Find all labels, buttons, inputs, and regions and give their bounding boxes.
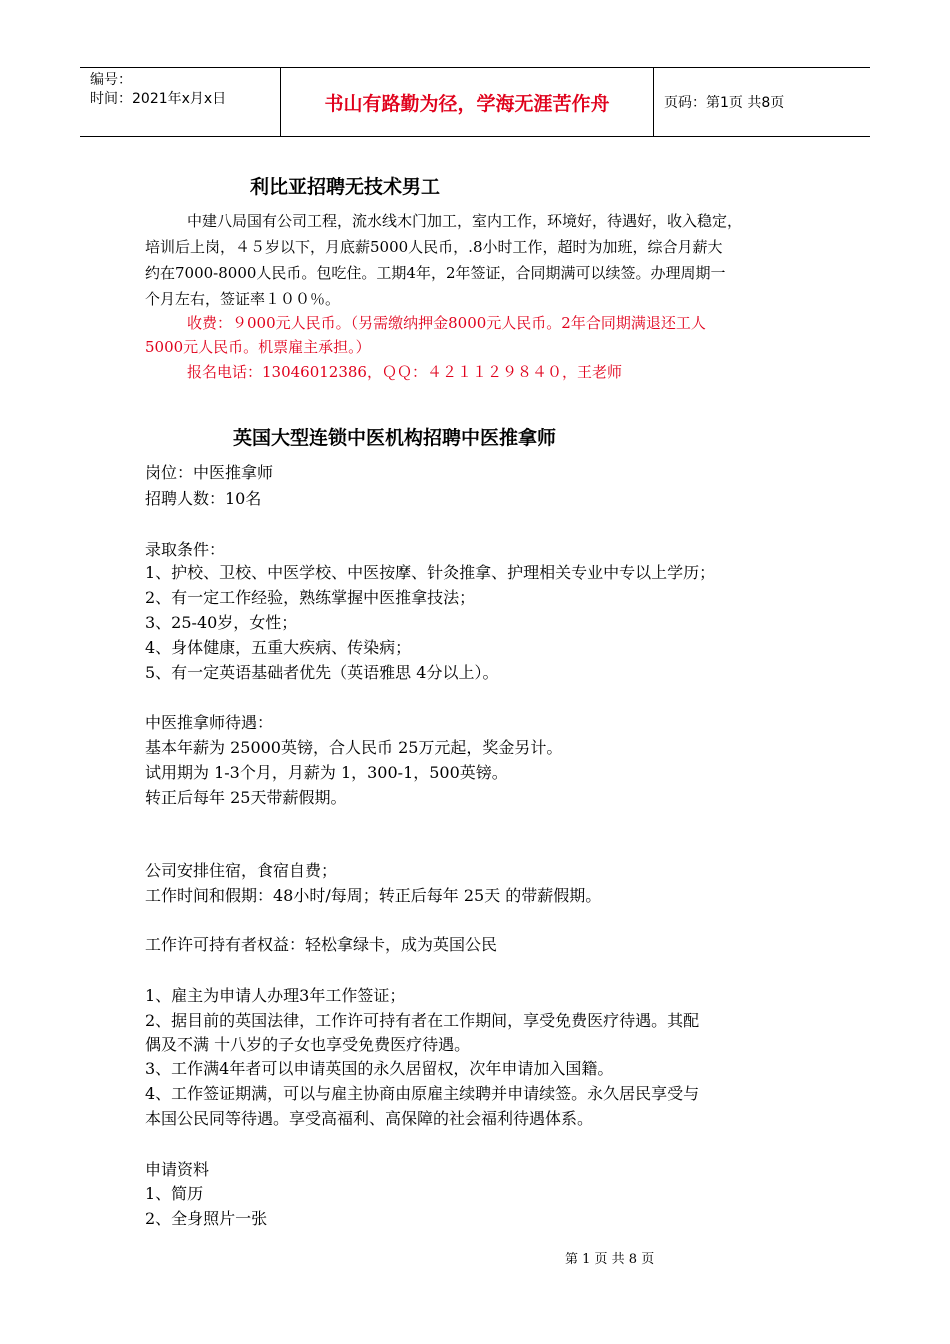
fee-line: 5000元人民币。机票雇主承担。） [145,338,371,356]
section2-line: 2、据目前的英国法律，工作许可持有者在工作期间，享受免费医疗待遇。其配 [145,1011,700,1030]
section2-line: 基本年薪为 25000英镑，合人民币 25万元起，奖金另计。 [145,738,563,757]
section2-line: 2、有一定工作经验，熟练掌握中医推拿技法； [145,588,476,607]
section2-line: 1、护校、卫校、中医学校、中医按摩、针灸推拿、护理相关专业中专以上学历； [145,563,716,582]
date-label: 时间：2021年x月x日 [90,91,227,107]
section2-line: 公司安排住宿，食宿自费； [145,861,338,880]
fee-line: 收费：９000元人民币。（另需缴纳押金8000元人民币。2年合同期满退还工人 [187,314,706,332]
section1-line: 个月左右，签证率１００％。 [145,290,341,308]
section2-line: 1、简历 [145,1184,204,1203]
section2-line: 招聘人数：10名 [145,489,262,508]
section2-line: 录取条件： [145,540,226,559]
page-header [80,67,870,137]
number-label: 编号： [90,72,132,88]
section1-line: 中建八局国有公司工程，流水线木门加工，室内工作，环境好，待遇好，收入稳定， [187,212,743,230]
section2-line: 2、全身照片一张 [145,1209,268,1228]
section2-line: 4、身体健康，五重大疾病、传染病； [145,638,412,657]
section2-line: 中医推拿师待遇： [145,713,274,732]
section2-line: 岗位：中医推拿师 [145,463,274,482]
section2-line: 5、有一定英语基础者优先（英语雅思 4分以上）。 [145,663,499,682]
section2-title: 英国大型连锁中医机构招聘中医推拿师 [233,427,557,449]
section2-line: 转正后每年 25天带薪假期。 [145,788,347,807]
section2-line: 试用期为 1-3个月，月薪为 1，300-1，500英镑。 [145,763,508,782]
section2-line: 申请资料 [145,1160,210,1179]
section2-line: 3、工作满4年者可以申请英国的永久居留权，次年申请加入国籍。 [145,1059,614,1078]
section1-line: 培训后上岗，４５岁以下，月底薪5000人民币，.8小时工作，超时为加班，综合月薪大 [145,238,723,256]
section2-line: 4、工作签证期满，可以与雇主协商由原雇主续聘并申请续签。永久居民享受与 [145,1084,700,1103]
header-page-label: 页码：第1页 共8页 [664,95,785,111]
section2-line: 工作时间和假期：48小时/每周；转正后每年 25天 的带薪假期。 [145,886,602,905]
section2-line: 本国公民同等待遇。享受高福利、高保障的社会福利待遇体系。 [145,1109,594,1128]
section2-line: 1、雇主为申请人办理3年工作签证； [145,986,406,1005]
section2-line: 3、25-40岁，女性； [145,613,298,632]
section2-line: 偶及不满 十八岁的子女也享受免费医疗待遇。 [145,1035,471,1054]
section2-line: 工作许可持有者权益：轻松拿绿卡，成为英国公民 [145,935,498,954]
contact-line: 报名电话：13046012386，ＱＱ：４２１１２９８４０，王老师 [187,363,622,381]
section1-title: 利比亚招聘无技术男工 [250,176,441,198]
page-footer: 第 1 页 共 8 页 [565,1252,655,1267]
header-motto: 书山有路勤为径，学海无涯苦作舟 [281,68,654,136]
header-meta [80,68,281,136]
section1-line: 约在7000-8000人民币。包吃住。工期4年，2年签证，合同期满可以续签。办理周期一 [145,264,726,282]
